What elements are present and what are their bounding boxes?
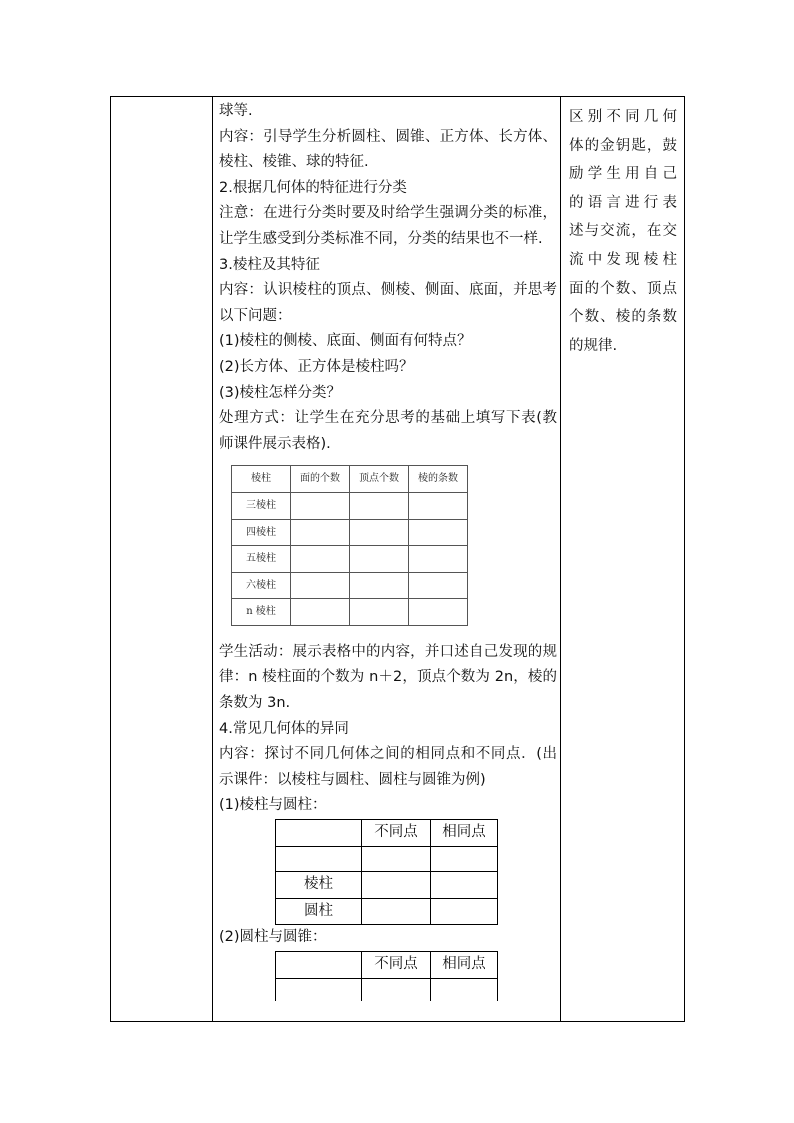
text-line: 个数、棱的条数 <box>569 309 677 326</box>
table-cell <box>350 519 409 546</box>
column-divider <box>212 97 213 1021</box>
prism-table <box>231 465 468 626</box>
table-header: 相同点 <box>431 820 498 847</box>
text-line: 球等. <box>219 103 253 119</box>
text-line: 的规律. <box>569 337 618 354</box>
table-cell <box>431 872 498 899</box>
text-line: 流中发现棱柱 <box>569 251 677 268</box>
table-row-label: 五棱柱 <box>232 546 291 573</box>
table-cell <box>350 492 409 519</box>
text-line: 励学生用自己 <box>569 166 677 183</box>
text-line: 内容：探讨不同几何体之间的相同点和不同点．(出示课件：以棱柱与圆柱、圆柱与圆锥为例) <box>219 746 557 788</box>
text-line: (2)圆柱与圆锥： <box>219 929 327 946</box>
table-cell <box>350 599 409 626</box>
table-header: 棱的条数 <box>409 466 468 493</box>
text-line: 2.根据几何体的特征进行分类 <box>219 179 407 196</box>
text-line: (3)棱柱怎样分类？ <box>219 384 342 401</box>
table-cell <box>409 546 468 573</box>
table-cell <box>362 898 431 925</box>
table-row-label <box>276 846 362 872</box>
table-row-label <box>276 978 362 1001</box>
table-header: 面的个数 <box>291 466 350 493</box>
table-row-label: 四棱柱 <box>232 519 291 546</box>
lesson-table <box>110 96 685 1022</box>
table-header <box>276 951 362 978</box>
table-row-label: 六棱柱 <box>232 572 291 599</box>
table-row-label: 三棱柱 <box>232 492 291 519</box>
table-header: 棱柱 <box>232 466 291 493</box>
text-line: (1)棱柱的侧棱、底面、侧面有何特点？ <box>219 333 472 350</box>
text-line: 3.棱柱及其特征 <box>219 256 320 273</box>
table-cell <box>362 872 431 899</box>
text-line: 区别不同几何 <box>569 109 677 125</box>
column-divider <box>560 97 561 1021</box>
text-line: 内容：引导学生分析圆柱、圆锥、正方体、长方体、棱柱、棱锥、球的特征. <box>219 128 557 171</box>
table-cell <box>291 546 350 573</box>
table-cell <box>291 519 350 546</box>
text-line: 处理方式：让学生在充分思考的基础上填写下表(教师课件展示表格). <box>219 410 557 452</box>
text-line: 的语言进行表 <box>569 194 677 211</box>
table-cell <box>291 599 350 626</box>
table-cell <box>291 572 350 599</box>
text-line: 面的个数、顶点 <box>569 280 677 297</box>
table-header: 不同点 <box>362 820 431 847</box>
compare-table-prism-cylinder <box>275 819 498 925</box>
table-header <box>276 820 362 847</box>
table-cell <box>431 898 498 925</box>
table-cell <box>409 572 468 599</box>
design-intent <box>569 103 677 360</box>
table-row-label: 圆柱 <box>276 898 362 925</box>
compare-table-cylinder-cone <box>275 951 498 1001</box>
table-cell <box>362 846 431 872</box>
text-line: 4.常见几何体的异同 <box>219 720 349 737</box>
text-line: (2)长方体、正方体是棱柱吗？ <box>219 358 414 375</box>
table-cell <box>350 546 409 573</box>
table-header: 相同点 <box>431 951 498 978</box>
table-cell <box>350 572 409 599</box>
table-cell <box>409 519 468 546</box>
table-cell <box>362 978 431 1001</box>
table-row-label: 棱柱 <box>276 872 362 899</box>
table-header: 不同点 <box>362 951 431 978</box>
text-line: 内容：认识棱柱的顶点、侧棱、侧面、底面，并思考以下问题： <box>219 282 557 324</box>
table-row-label: n 棱柱 <box>232 599 291 626</box>
text-line: 学生活动：展示表格中的内容，并口述自己发现的规律：n 棱柱面的个数为 n＋2，顶点个数为 2n，棱的条数为 3n. <box>219 643 557 712</box>
text-line: 体的金钥匙，鼓 <box>569 137 677 154</box>
table-header: 顶点个数 <box>350 466 409 493</box>
table-cell <box>431 978 498 1001</box>
lesson-content <box>219 99 557 1001</box>
table-cell <box>291 492 350 519</box>
text-line: 注意：在进行分类时要及时给学生强调分类的标准，让学生感受到分类标准不同，分类的结果也不一样. <box>219 205 557 247</box>
text-line: 述与交流，在交 <box>569 223 677 240</box>
table-cell <box>431 846 498 872</box>
table-cell <box>409 492 468 519</box>
text-line: (1)棱柱与圆柱： <box>219 797 327 814</box>
table-cell <box>409 599 468 626</box>
